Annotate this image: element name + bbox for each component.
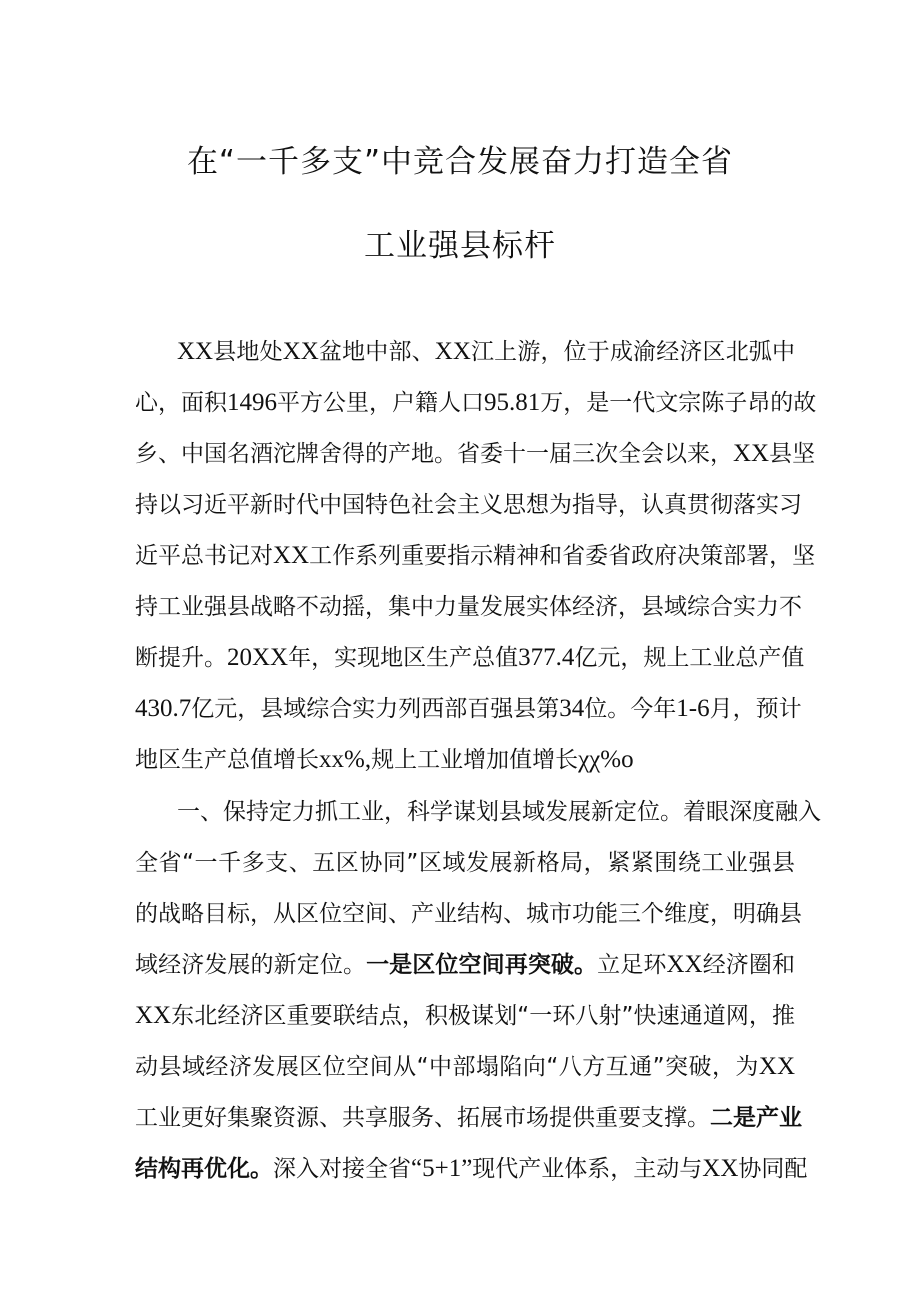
paragraph-line: 全省“一千多支、五区协同”区域发展新格局，紧紧围绕工业强县 — [135, 850, 795, 876]
bold-heading: 二是产业 — [710, 1105, 802, 1131]
paragraph-line: 地区生产总值增长xx%,规上工业增加值增长χχ%o — [135, 746, 634, 773]
paragraph-line: 断提升。20XX年，实现地区生产总值377.4亿元，规上工业总产值 — [135, 644, 805, 671]
document-title-line-1: 在“一千多支”中竞合发展奋力打造全省 — [186, 144, 734, 180]
paragraph-line: 一、保持定力抓工业，科学谋划县域发展新定位。着眼深度融入 — [177, 799, 821, 825]
paragraph-line: 乡、中国名酒沱牌舍得的产地。省委十一届三次全会以来，XX县坚 — [135, 440, 816, 467]
paragraph-line: XX县地处XX盆地中部、XX江上游，位于成渝经济区北弧中 — [177, 338, 796, 365]
paragraph-line: 域经济发展的新定位。一是区位空间再突破。立足环XX经济圈和 — [135, 951, 796, 978]
paragraph-line: 持工业强县战略不动摇，集中力量发展实体经济，县域综合实力不 — [135, 594, 802, 620]
paragraph-line: 结构再优化。深入对接全省“5+1”现代产业体系，主动与XX协同配 — [135, 1155, 808, 1182]
paragraph-line: XX东北经济区重要联结点，积极谋划“一环八射”快速通道网，推 — [135, 1002, 795, 1029]
paragraph-line: 动县域经济发展区位空间从“中部塌陷向“八方互通”突破，为XX — [135, 1053, 795, 1080]
document-title-line-2: 工业强县标杆 — [364, 228, 556, 264]
bold-heading: 一是区位空间再突破。 — [366, 952, 598, 978]
paragraph-line: 持以习近平新时代中国特色社会主义思想为指导，认真贯彻落实习 — [135, 492, 802, 518]
paragraph-line: 430.7亿元，县域综合实力列西部百强县第34位。今年1-6月，预计 — [135, 695, 802, 722]
paragraph-line: 工业更好集聚资源、共享服务、拓展市场提供重要支撑。二是产业 — [135, 1105, 802, 1131]
paragraph-line: 近平总书记对XX工作系列重要指示精神和省委省政府决策部署，坚 — [135, 542, 816, 569]
paragraph-line: 心，面积1496平方公里，户籍人口95.81万，是一代文宗陈子昂的故 — [135, 389, 817, 416]
paragraph-line: 的战略目标，从区位空间、产业结构、城市功能三个维度，明确县 — [135, 901, 802, 927]
bold-heading: 结构再优化。 — [135, 1156, 273, 1182]
